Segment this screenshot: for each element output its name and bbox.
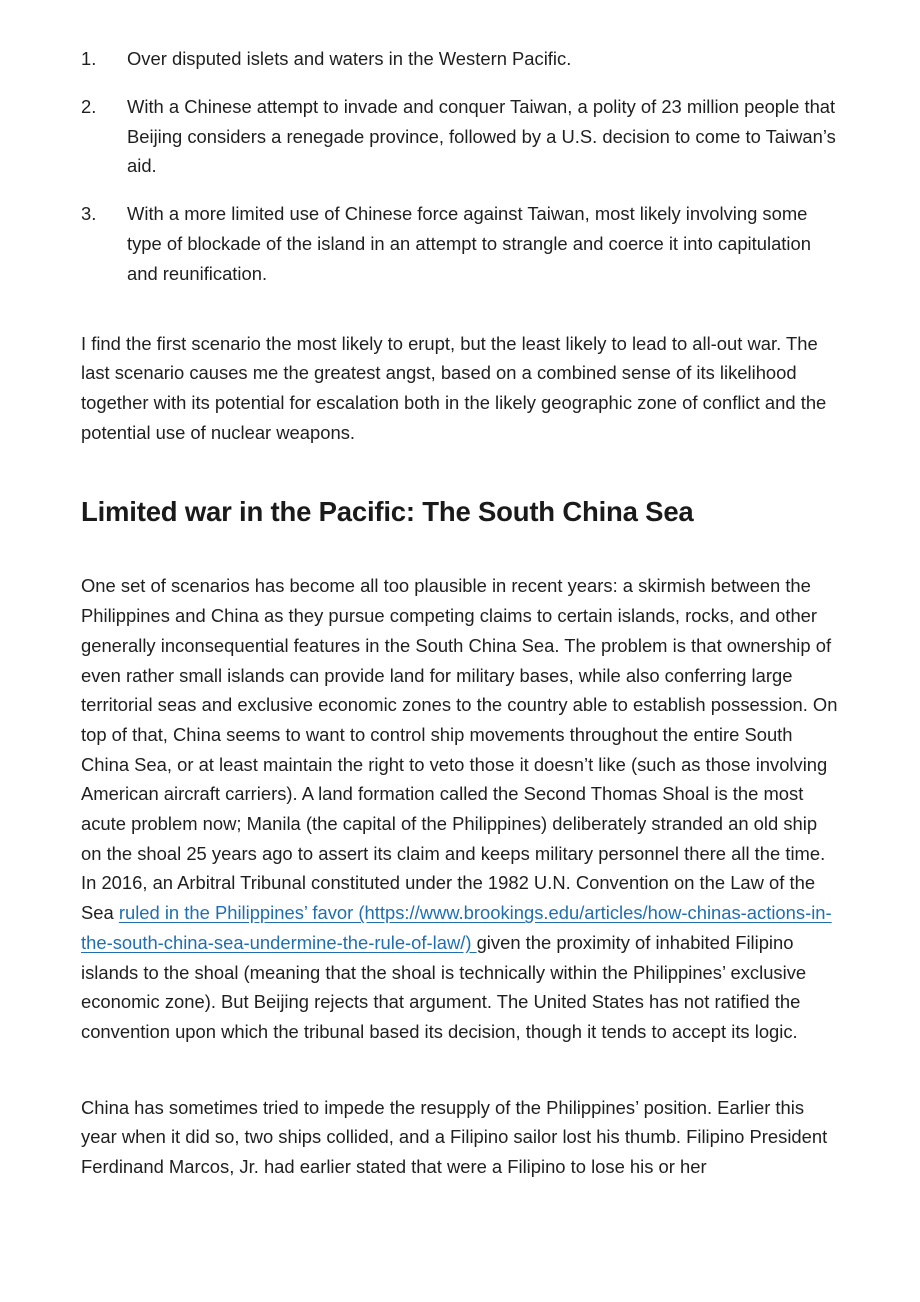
- ruling-link[interactable]: ruled in the Philippines’ favor (https://www.brookings.edu/articles/how-chinas-actions-in-the-south-china-sea-undermine-the-rule-of-law/): [81, 902, 832, 953]
- list-item-text: With a more limited use of Chinese force against Taiwan, most likely involving some type of blockade of the island in an attempt to strangle and coerce it into capitulation and reunification.: [127, 203, 811, 284]
- paragraph-text-before-link: One set of scenarios has become all too plausible in recent years: a skirmish between the Philippines and China as they pursue competing claims to certain islands, rocks, and other generally inconsequential features in the South China Sea. The problem is that ownership of even rather small islands can provide land for military bases, while also conferring large territorial seas and exclusive economic zones to the country able to establish possession. On top of that, China seems to want to control ship movements throughout the entire South China Sea, or at least maintain the right to veto those it doesn’t like (such as those involving American aircraft carriers). A land formation called the Second Thomas Shoal is the most acute problem now; Manila (the capital of the Philippines) deliberately stranded an old ship on the shoal 25 years ago to assert its claim and keeps military personnel there all the time. In 2016, an Arbitral Tribunal constituted under the 1982 U.N. Convention on the Law of the Sea: [81, 575, 838, 924]
- paragraph-south-china-sea: [81, 571, 840, 1046]
- list-item-text: With a Chinese attempt to invade and conquer Taiwan, a polity of 23 million people that Beijing considers a renegade province, followed by a U.S. decision to come to Taiwan’s aid.: [127, 95, 836, 177]
- list-item-number: 3.: [81, 203, 97, 225]
- paragraph-text-after-link: given the proximity of inhabited Filipino islands to the shoal (meaning that the shoal is technically within the Philippines’ exclusive economic zone). But Beijing rejects that argument. The United States has not ratified the convention upon which the tribunal based its decision, though it tends to accept its logic.: [81, 931, 807, 1042]
- list-item: [81, 92, 840, 181]
- paragraph-scenario-assessment: I find the first scenario the most likely to erupt, but the least likely to lead to all-out war. The last scenario causes me the greatest angst, based on a combined sense of its likelihood together with its potential for escalation both in the likely geographic zone of conflict and the potential use of nuclear weapons.: [81, 332, 827, 443]
- list-item: [81, 44, 840, 74]
- list-item: [81, 199, 840, 288]
- section-heading: Limited war in the Pacific: The South China Sea: [81, 496, 694, 528]
- list-item-text: Over disputed islets and waters in the Western Pacific.: [127, 48, 572, 69]
- paragraph-resupply: China has sometimes tried to impede the resupply of the Philippines’ position. Earlier this year when it did so, two ships collided, and a Filipino sailor lost his thumb. Filipino President Ferdinand Marcos, Jr. had earlier stated that were a Filipino to lose his or her: [81, 1096, 828, 1178]
- scenario-list: [81, 0, 840, 289]
- list-item-number: 2.: [81, 95, 97, 117]
- list-item-number: 1.: [81, 48, 97, 69]
